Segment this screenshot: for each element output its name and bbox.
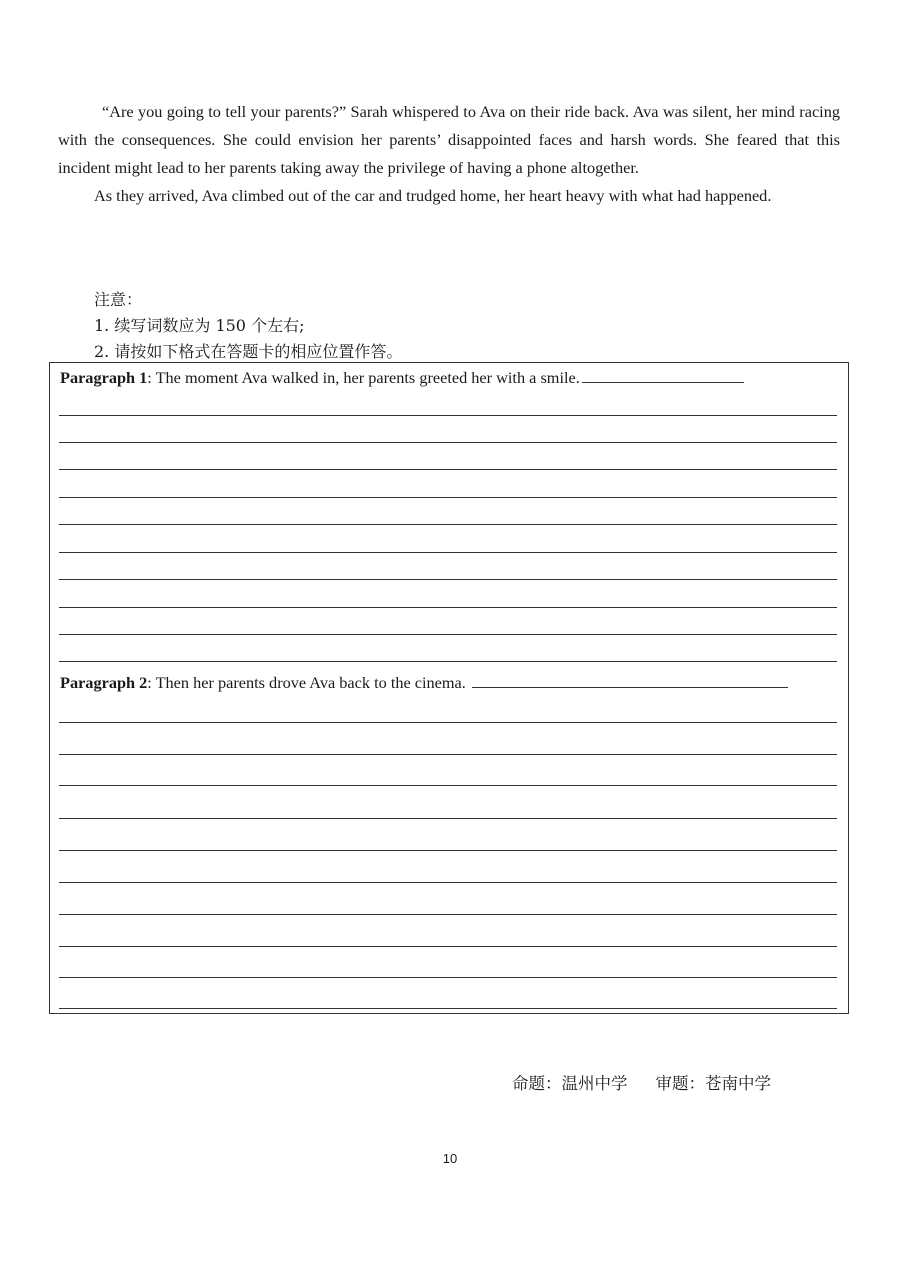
writing-line[interactable] [59, 552, 837, 553]
writing-line[interactable] [59, 497, 837, 498]
writing-line[interactable] [59, 850, 837, 851]
instructions [94, 287, 402, 365]
story-paragraph-2: As they arrived, Ava climbed out of the car and trudged home, her heart heavy with what had happened. [94, 186, 772, 205]
paragraph-1-opening-sentence: : The moment Ava walked in, her parents greeted her with a smile. [147, 368, 580, 387]
story-text [58, 98, 840, 210]
writing-line[interactable] [59, 754, 837, 755]
paragraph-1-prompt [60, 368, 744, 388]
credits [512, 1070, 771, 1094]
writing-line[interactable] [59, 415, 837, 416]
paragraph-1-label: Paragraph 1 [60, 368, 148, 387]
paragraph-1-blank[interactable] [582, 368, 744, 383]
writing-line[interactable] [59, 634, 837, 635]
instruction-item-1: 1. 续写词数应为 150 个左右; [94, 316, 305, 335]
paragraph-2-label: Paragraph 2 [60, 673, 148, 692]
page-number: 10 [442, 1151, 458, 1166]
answer-box [49, 362, 849, 1014]
writing-line[interactable] [59, 524, 837, 525]
writing-line[interactable] [59, 722, 837, 723]
writing-line[interactable] [59, 661, 837, 662]
writing-line[interactable] [59, 882, 837, 883]
writing-line[interactable] [59, 607, 837, 608]
paragraph-2-opening-sentence: : Then her parents drove Ava back to the cinema. [147, 673, 466, 692]
story-paragraph-1: “Are you going to tell your parents?” Sarah whispered to Ava on their ride back. Ava was silent, her mind racing with the consequences. She could envision her parents’ disappointed faces and harsh words. She feared that this incident might lead to her parents taking away the privilege of having a phone altogether. [58, 102, 840, 177]
instructions-heading: 注意： [94, 290, 143, 309]
writing-line[interactable] [59, 946, 837, 947]
writing-line[interactable] [59, 579, 837, 580]
writing-line[interactable] [59, 469, 837, 470]
paragraph-2-prompt [60, 673, 788, 693]
writing-line[interactable] [59, 977, 837, 978]
paragraph-2-blank[interactable] [472, 673, 788, 688]
reviewer-credit: 审题：苍南中学 [655, 1074, 771, 1093]
writing-line[interactable] [59, 818, 837, 819]
writing-line[interactable] [59, 442, 837, 443]
writing-line[interactable] [59, 914, 837, 915]
instruction-item-2: 2. 请按如下格式在答题卡的相应位置作答。 [94, 342, 403, 361]
writing-line[interactable] [59, 785, 837, 786]
author-credit: 命题：温州中学 [512, 1074, 628, 1093]
writing-line[interactable] [59, 1008, 837, 1009]
